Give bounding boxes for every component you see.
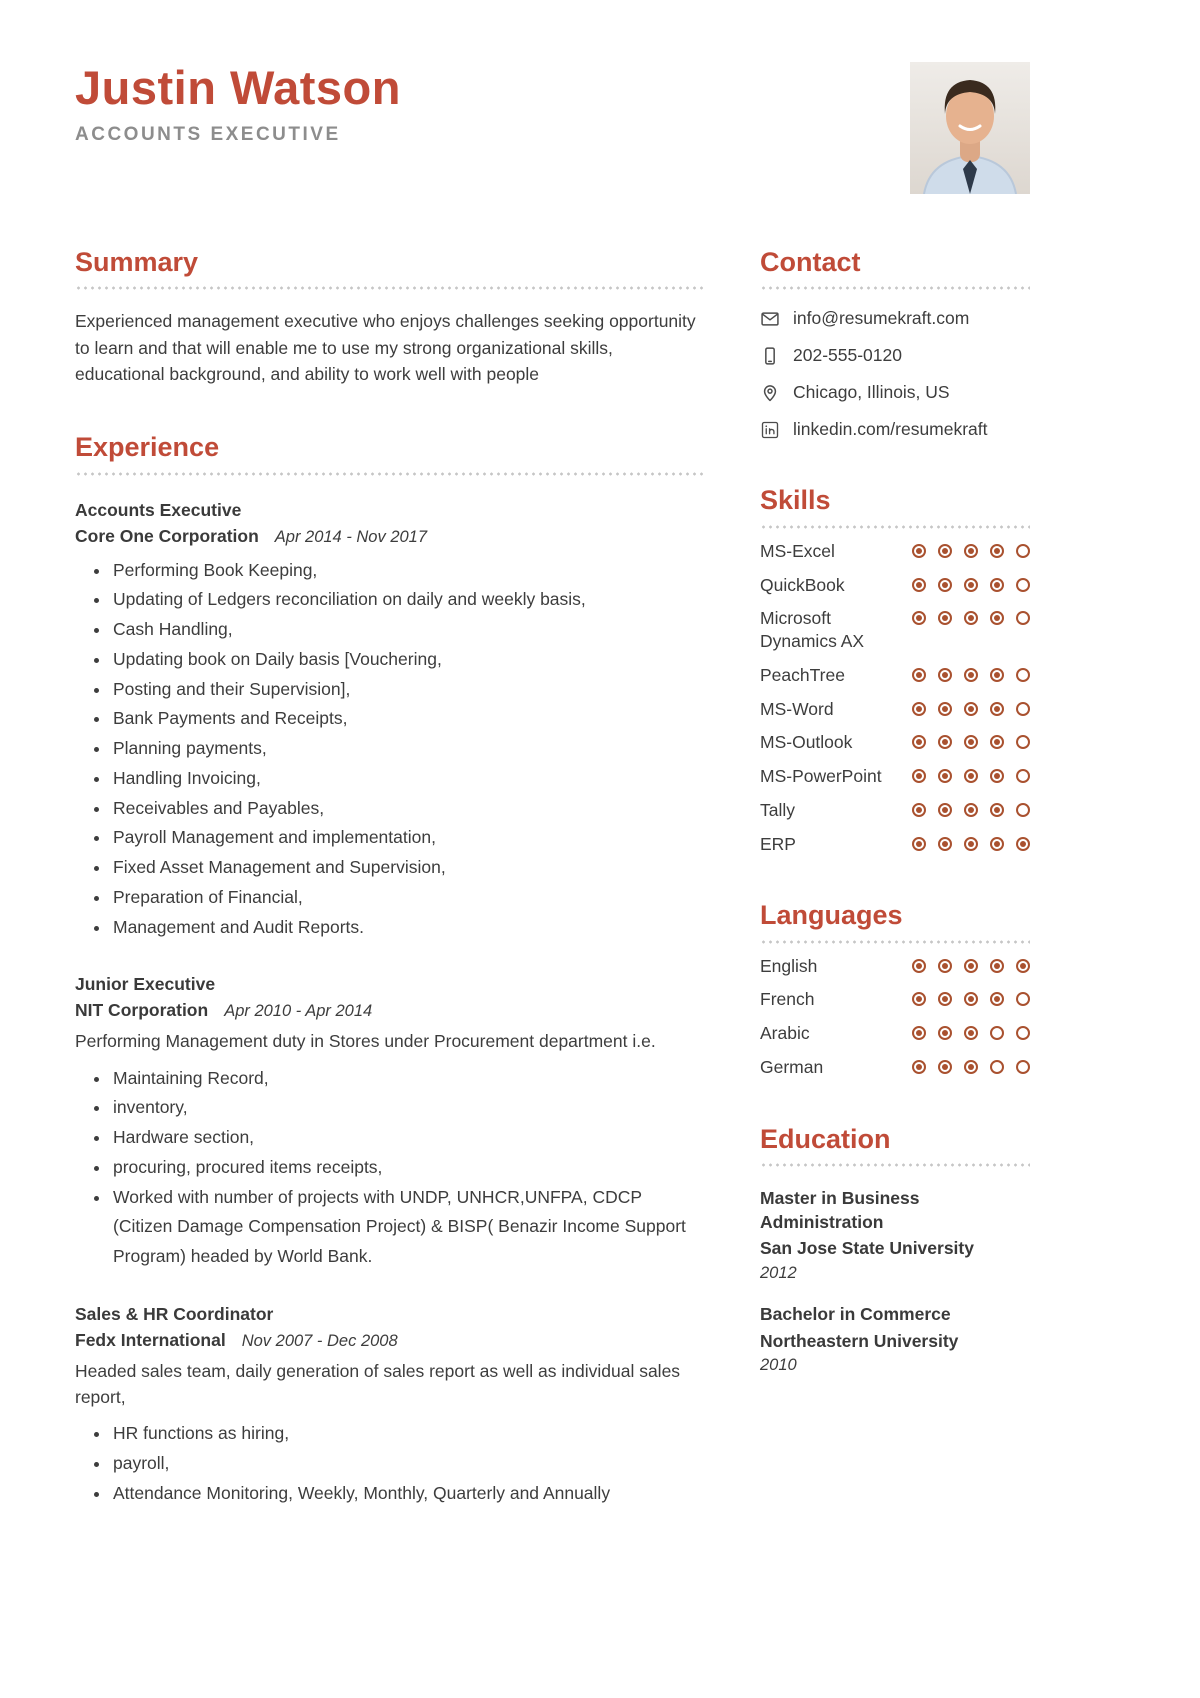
rating-dot <box>990 611 1004 625</box>
rating-dot <box>990 803 1004 817</box>
rating-dot <box>964 1060 978 1074</box>
rating-dot <box>912 803 926 817</box>
rating-dots <box>912 607 1030 625</box>
job-bullet: • Management and Audit Reports. <box>111 913 705 943</box>
summary-heading: Summary <box>75 247 199 277</box>
rating-dot <box>1016 735 1030 749</box>
job-bullet: • Updating book on Daily basis [Vouchering, <box>111 645 705 675</box>
rating-dot <box>938 837 952 851</box>
rating-dots <box>912 540 1030 558</box>
job-bullet-list <box>75 1064 705 1272</box>
language-item <box>760 955 1030 978</box>
rating-dot <box>990 992 1004 1006</box>
skill-item <box>760 765 1030 788</box>
job-bullet: • Maintaining Record, <box>111 1064 705 1094</box>
rating-dot <box>938 668 952 682</box>
skill-label: QuickBook <box>760 574 845 595</box>
skill-label: MS-Word <box>760 698 834 719</box>
language-label: German <box>760 1056 824 1077</box>
content-columns <box>75 246 1030 1553</box>
job-bullet: • procuring, procured items receipts, <box>111 1153 705 1183</box>
rating-dot <box>964 544 978 558</box>
rating-dot <box>964 769 978 783</box>
education-year: 2012 <box>760 1263 797 1282</box>
rating-dot <box>912 668 926 682</box>
contact-text: info@resumekraft.com <box>793 308 970 329</box>
rating-dot <box>938 702 952 716</box>
job-title: Junior Executive <box>75 974 216 995</box>
contact-heading: Contact <box>760 247 861 277</box>
profile-photo <box>910 62 1030 194</box>
rating-dot <box>1016 668 1030 682</box>
rating-dot <box>990 837 1004 851</box>
skill-item <box>760 574 1030 597</box>
rating-dot <box>912 735 926 749</box>
language-label: English <box>760 955 818 976</box>
job-description: Headed sales team, daily generation of sales report as well as individual sales report, <box>75 1360 681 1408</box>
job-dates: Apr 2014 - Nov 2017 <box>274 527 428 546</box>
job-bullet: • payroll, <box>111 1449 705 1479</box>
rating-dot <box>964 702 978 716</box>
rating-dot <box>990 1060 1004 1074</box>
rating-dot <box>964 837 978 851</box>
skill-label: Tally <box>760 799 796 820</box>
education-heading: Education <box>760 1123 891 1154</box>
rating-dot <box>938 1026 952 1040</box>
language-label: French <box>760 989 815 1010</box>
skills-list <box>760 540 1030 856</box>
job-bullet: • Preparation of Financial, <box>111 883 705 913</box>
skill-label: MS-Outlook <box>760 732 853 753</box>
education-entry <box>760 1303 1030 1375</box>
job-description: Performing Management duty in Stores under Procurement department i.e. <box>75 1031 656 1052</box>
section-divider <box>760 525 1030 529</box>
skill-item <box>760 540 1030 563</box>
job-company: Fedx International <box>75 1329 226 1350</box>
email-icon <box>760 309 780 329</box>
rating-dots <box>912 1022 1030 1040</box>
rating-dot <box>964 668 978 682</box>
person-role: ACCOUNTS EXECUTIVE <box>75 123 341 145</box>
contact-text: linkedin.com/resumekraft <box>793 419 988 440</box>
education-degree: Bachelor in Commerce <box>760 1303 951 1324</box>
skill-item <box>760 799 1030 822</box>
job-entry <box>75 974 705 1272</box>
rating-dot <box>990 544 1004 558</box>
job-dates: Apr 2010 - Apr 2014 <box>224 1002 373 1021</box>
skill-label: PeachTree <box>760 664 845 685</box>
summary-text: Experienced management executive who enjoys challenges seeking opportunity to learn and that will enable me to use my strong organizational skills, educational background, and ability to work well with people <box>75 311 696 384</box>
rating-dot <box>912 544 926 558</box>
language-item <box>760 1022 1030 1045</box>
rating-dots <box>912 664 1030 682</box>
language-item <box>760 988 1030 1011</box>
rating-dots <box>912 731 1030 749</box>
contact-item <box>760 345 1030 366</box>
skill-item <box>760 833 1030 856</box>
rating-dot <box>938 769 952 783</box>
rating-dot <box>938 578 952 592</box>
rating-dot <box>938 803 952 817</box>
rating-dot <box>964 959 978 973</box>
rating-dot <box>1016 837 1030 851</box>
skill-item <box>760 607 1030 653</box>
skill-label: MS-PowerPoint <box>760 766 882 787</box>
skill-label: MS-Excel <box>760 540 835 561</box>
sidebar-column <box>760 246 1030 1419</box>
rating-dot <box>990 959 1004 973</box>
language-label: Arabic <box>760 1023 810 1044</box>
job-company: Core One Corporation <box>75 525 259 546</box>
job-bullet: • Bank Payments and Receipts, <box>111 704 705 734</box>
job-bullet: • Hardware section, <box>111 1123 705 1153</box>
education-school: Northeastern University <box>760 1330 959 1351</box>
education-entry <box>760 1187 1030 1283</box>
rating-dot <box>1016 578 1030 592</box>
rating-dot <box>912 1060 926 1074</box>
rating-dot <box>1016 702 1030 716</box>
section-divider <box>75 472 705 476</box>
contact-section <box>760 246 1030 440</box>
section-divider <box>760 940 1030 944</box>
main-column <box>75 246 705 1553</box>
rating-dots <box>912 765 1030 783</box>
skill-item <box>760 731 1030 754</box>
skills-section <box>760 484 1030 855</box>
portrait-illustration <box>910 62 1030 194</box>
rating-dot <box>990 668 1004 682</box>
rating-dot <box>912 992 926 1006</box>
rating-dot <box>990 769 1004 783</box>
rating-dot <box>1016 769 1030 783</box>
job-bullet-list <box>75 556 705 943</box>
rating-dots <box>912 955 1030 973</box>
education-year: 2010 <box>760 1356 797 1375</box>
section-divider <box>760 1163 1030 1167</box>
job-meta <box>75 1000 705 1021</box>
rating-dot <box>1016 1026 1030 1040</box>
job-title: Sales & HR Coordinator <box>75 1303 274 1324</box>
rating-dot <box>964 735 978 749</box>
languages-heading: Languages <box>760 900 903 931</box>
language-item <box>760 1056 1030 1079</box>
rating-dot <box>990 702 1004 716</box>
job-bullet: • Planning payments, <box>111 734 705 764</box>
experience-heading: Experience <box>75 432 220 463</box>
education-degree: Master in Business Administration <box>760 1188 920 1232</box>
job-entry <box>75 500 705 943</box>
job-list <box>75 500 705 1509</box>
experience-section <box>75 431 705 1508</box>
job-bullet: • HR functions as hiring, <box>111 1419 705 1449</box>
job-entry <box>75 1304 705 1509</box>
rating-dot <box>964 1026 978 1040</box>
header-text <box>75 62 401 146</box>
section-divider <box>760 286 1030 290</box>
rating-dot <box>912 702 926 716</box>
rating-dot <box>964 611 978 625</box>
rating-dot <box>990 578 1004 592</box>
job-bullet: • Payroll Management and implementation, <box>111 823 705 853</box>
rating-dot <box>938 992 952 1006</box>
job-bullet: • Posting and their Supervision], <box>111 675 705 705</box>
job-bullet: • Receivables and Payables, <box>111 794 705 824</box>
skill-label: ERP <box>760 833 796 854</box>
job-bullet: • Handling Invoicing, <box>111 764 705 794</box>
rating-dot <box>990 1026 1004 1040</box>
contact-list <box>760 308 1030 440</box>
job-dates: Nov 2007 - Dec 2008 <box>241 1331 398 1350</box>
rating-dots <box>912 833 1030 851</box>
rating-dot <box>912 769 926 783</box>
section-divider <box>75 286 705 290</box>
rating-dots <box>912 1056 1030 1074</box>
job-meta <box>75 1330 705 1351</box>
education-section <box>760 1123 1030 1376</box>
rating-dot <box>912 837 926 851</box>
rating-dots <box>912 574 1030 592</box>
languages-list <box>760 955 1030 1079</box>
person-name: Justin Watson <box>75 61 401 114</box>
job-bullet: • Performing Book Keeping, <box>111 556 705 586</box>
rating-dot <box>912 959 926 973</box>
skills-heading: Skills <box>760 485 831 516</box>
rating-dot <box>1016 611 1030 625</box>
rating-dot <box>912 1026 926 1040</box>
resume-header <box>75 62 1030 194</box>
summary-section <box>75 246 705 387</box>
rating-dot <box>912 611 926 625</box>
skill-label: Microsoft Dynamics AX <box>760 608 865 652</box>
rating-dot <box>938 735 952 749</box>
rating-dots <box>912 698 1030 716</box>
job-bullet: • Fixed Asset Management and Supervision, <box>111 853 705 883</box>
contact-item <box>760 419 1030 440</box>
rating-dot <box>938 1060 952 1074</box>
linkedin-icon <box>760 420 780 440</box>
rating-dot <box>1016 544 1030 558</box>
job-title: Accounts Executive <box>75 499 242 520</box>
rating-dot <box>938 544 952 558</box>
rating-dot <box>1016 1060 1030 1074</box>
job-bullet: • Updating of Ledgers reconciliation on daily and weekly basis, <box>111 585 705 615</box>
contact-item <box>760 308 1030 329</box>
location-icon <box>760 383 780 403</box>
job-bullet: • Cash Handling, <box>111 615 705 645</box>
rating-dot <box>964 578 978 592</box>
languages-section <box>760 899 1030 1078</box>
job-bullet: • inventory, <box>111 1093 705 1123</box>
rating-dot <box>1016 992 1030 1006</box>
job-company: NIT Corporation <box>75 1000 209 1021</box>
rating-dot <box>938 611 952 625</box>
rating-dots <box>912 799 1030 817</box>
job-bullet: • Worked with number of projects with UNDP, UNHCR,UNFPA, CDCP (Citizen Damage Compensation Project) & BISP( Benazir Income Support Program) headed by World Bank. <box>111 1183 705 1272</box>
rating-dot <box>1016 803 1030 817</box>
job-bullet: • Attendance Monitoring, Weekly, Monthly, Quarterly and Annually <box>111 1479 705 1509</box>
education-school: San Jose State University <box>760 1238 974 1259</box>
rating-dot <box>964 803 978 817</box>
rating-dot <box>938 959 952 973</box>
rating-dot <box>912 578 926 592</box>
job-bullet-list <box>75 1419 705 1508</box>
education-list <box>760 1187 1030 1375</box>
phone-icon <box>760 346 780 366</box>
contact-text: Chicago, Illinois, US <box>793 382 950 403</box>
skill-item <box>760 664 1030 687</box>
contact-text: 202-555-0120 <box>793 345 902 366</box>
contact-item <box>760 382 1030 403</box>
job-meta <box>75 526 705 547</box>
skill-item <box>760 698 1030 721</box>
rating-dots <box>912 988 1030 1006</box>
rating-dot <box>964 992 978 1006</box>
rating-dot <box>990 735 1004 749</box>
rating-dot <box>1016 959 1030 973</box>
